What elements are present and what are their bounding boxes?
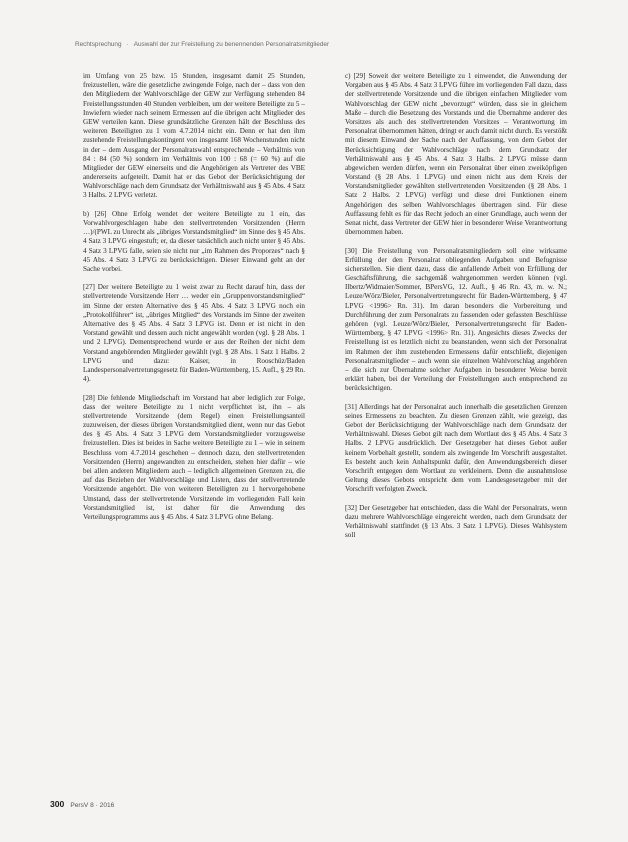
header-section: Rechtsprechung [75,41,122,48]
paragraph: [30] Die Freistellung von Personalratsmitgliedern soll eine wirksame Erfüllung der den Personalrat obliegenden Aufgaben und Befugnisse sicherstellen. Sie dient dazu, dass die anfallende Arbeit von Erfüllung der Geschäftsführung, die sachgemäß wahrgenommen werden können (vgl. Ilbertz/Widmaier/Sommer, BPersVG, 12. Aufl., § 46 Rn. 43, m. w. N.; Leuze/Wörz/Bieler, Personalvertretungsrecht für Baden-Württemberg, § 47 LPVG <1996> Rn. 31). Im daran besonders die Vorbereitung und Durchführung der zum Personalrats zu fassenden oder gefassten Beschlüsse gehören (vgl. Leuze/Wörz/Bieler, Personalvertretungsrecht für Baden-Württemberg, § 47 LPVG <1996> Rn. 31). Angesichts dieses Zwecks der Freistellung ist es letztlich nicht zu beanstanden, wenn sich der Personalrat im Rahmen der ihm zustehenden Ermessens dafür entschließt, diejenigen Personalratsmitglieder – auch wenn sie einzelnen Wahlvorschlag angehören – die sich zur Übernahme solcher Aufgaben in besonderer Weise bereit erklärt haben, bei der Verteilung der Freistellungen auch entsprechend zu berücksichtigen. [345,246,567,393]
paragraph: [32] Der Gesetzgeber hat entschieden, dass die Wahl der Personalrats, wenn dazu mehrere Wahlvorschläge eingereicht werden, nach dem Grundsatz der Verhältniswahl stattfindet (§ 13 Abs. 3 Satz 1 LPVG). Dieses Wahlsystem soll [345,503,567,540]
paragraph: c) [29] Soweit der weitere Beteiligte zu 1 einwendet, die Anwendung der Vorgaben aus § 45 Abs. 4 Satz 3 LPVG führe im vorliegenden Fall dazu, dass der stellvertretende Vorsitzende und die übrigen einfachen Mitglieder vom Wahlvorschlag der GEW nicht „bevorzugt“ würden, dass sie in gleichem Maße – durch die Besetzung des Vorstands und die Übernahme anderer des Vorsitzes als auch des stellvertretenden Vorsitzes – Verantwortung im Personalrat übernommen hätten, dringt er auch damit nicht durch. Es verstößt mit diesem Einwand der Sache nach der Auffassung, von dem Gebot der Berücksichtigung der Wahlvorschläge nach dem Grundsatz der Verhältniswahl aus § 45 Abs. 4 Satz 3 Halbs. 2 LPVG müsse dann abgewichen werden dürfen, wenn ein Personalrat über einen zweiköpfigen Vorstand (§ 28 Abs. 1 LPVG) und einen nicht aus dem Kreis der Vorstandsmitglieder gewählten stellvertretenden Vorsitzenden (§ 28 Abs. 1 Satz 2 Halbs. 2 LPVG) verfügt und diese drei Funktionen einem Angehörigen des selben Wahlvorschlages übertragen sind. Für diese Auffassung fehlt es für das Recht jedoch an einer Grundlage, auch wenn der Senat nicht, dass Vertreter der GEW hier in besonderer Weise Verantwortung übernommen haben. [345,72,567,237]
header-title: Auswahl der zur Freistellung zu benennenden Personalratsmitglieder [133,41,330,48]
header-separator: · [126,41,129,48]
left-column [83,72,305,842]
journal-issue: PersV 8 · 2016 [70,802,115,809]
paragraph: [27] Der weitere Beteiligte zu 1 weist zwar zu Recht darauf hin, dass der stellvertretende Vorsitzende Herr … weder ein „Gruppenvorstandsmitglied“ im Sinne der ersten Alternative des § 45 Abs. 4 Satz 3 LPVG noch ein „Protokollführer“ ist, „übriges Mitglied“ des Vorstands im Sinne der zweiten Alternative des § 45 Abs. 4 Satz 3 LPVG ist. Denn er ist nicht in den Vorstand gewählt und dessen auch nicht angewählt worden (vgl. § 28 Abs. 1 und 2 LPVG). Dementsprechend wurde er aus der Reihen der nicht dem Vorstand angehörenden Mitglieder gewählt (vgl. § 28 Abs. 1 Satz 1 Halbs. 2 LPVG und dazu: Kaiser, in Rooschüz/Baden Landespersonalvertretungsgesetz für Baden-Württemberg, 15. Aufl., § 29 Rn. 4). [83,283,305,384]
page-footer [50,794,114,812]
paragraph: [31] Allerdings hat der Personalrat auch innerhalb die gesetzlichen Grenzen seines Ermessens zu beachten. Zu diesen Grenzen zählt, wie gezeigt, das Gebot der Berücksichtigung der Wahlvorschläge nach dem Grundsatz der Verhältniswahl. Dieses Gebot gilt nach dem Wortlaut des § 45 Abs. 4 Satz 3 Halbs. 2 LPVG ausdrücklich. Der Gesetzgeber hat dieses Gebot außer keinem Vorbehalt gestellt, sondern als zwingende Im Vorschrift ausgestaltet. Es besteht auch kein Anhaltspunkt dafür, den Anwendungsbereich dieser Vorschrift entgegen dem Wortlaut zu verkleinern. Denn die ausnahmslose Geltung dieses Gebots entspricht dem vom Landesgesetzgeber mit der Vorschrift verfolgten Zweck. [345,402,567,494]
right-column [345,72,567,842]
paragraph: b) [26] Ohne Erfolg wendet der weitere Beteiligte zu 1 ein, das Vorwahlvorgeschlagen habe den stellvertretenden Vorsitzenden (Herrn …)/(PWL zu Unrecht als „übriges Vorstandsmitglied“ im Sinne des § 45 Abs. 4 Satz 3 LPVG eingestuft; er, da dieser tatsächlich auch nicht unter § 45 Abs. 4 Satz 3 LPVG falle, seien sie nicht nur „im Rahmen des Proporzes“ nach § 45 Abs. 4 Satz 3 LPVG zu berücksichtigen. Dieser Einwand geht an der Sache vorbei. [83,209,305,273]
paragraph: [28] Die fehlende Mitgliedschaft im Vorstand hat aber lediglich zur Folge, dass der weitere Beteiligte zu 1 nicht verpflichtet ist, ihn – als stellvertretende Vorsitzende (dem Regel) einen Freistellungsanteil zuzuweisen, der dieses übrigen Vorstandsmitglied dient, wenn nur das Gebot des § 45 Abs. 4 Satz 3 LPVG dem Vorstandsmitglieder vorzugsweise freizustellen. Dies ist beides in Sache weitere Beteiligte zu 1 – wie in seinem Beschluss vom 4.7.2014 geschehen – dennoch dazu, den stellvertretenden Vorsitzenden (Herrn) angewandten zu entscheiden, stehen hier dafür – wie bei allen anderen Mitgliedern auch – lediglich allgemeinen Grenzen zu, die auf das Beziehen der Wahlvorschläge und Listen, dass der stellvertretende Vorsitzende angehört. Die von weiteren Beteiligten zu 1 hervorgehobene Umstand, dass der stellvertretende Vorsitzende im vorliegenden Fall kein Vorstandsmitglied ist, ist daher für die Anwendung des Verteilungsprogramms aus § 45 Abs. 4 Satz 3 LPVG ohne Belang. [83,393,305,521]
page-number: 300 [50,799,65,809]
running-header [75,41,575,48]
paragraph: im Umfang von 25 bzw. 15 Stunden, insgesamt damit 25 Stunden, freizustellen, wäre die gesetzliche zwingende Folge, nach der – dass von den den Mitgliedern der Wahlvorschläge der GEW zur Verfügung stehenden 84 Freistellungsstunden 40 Stunden verbleiben, um der weitere Beteiligte zu 5 – Inwiefern wieder nach seinem Ermessen auf die übrigen acht Mitglieder des GEW verteilen kann. Diese grundsätzliche Grenzen hält der Beschluss des weiteren Beteiligten zu 1 vom 4.7.2014 nicht ein. Denn er hat den ihm zustehende Freistellungskontingent von insgesamt 168 Wochenstunden nicht in der – dem Ausgang der Personalratswahl entsprechende – Verhältnis von 84 : 84 (50 %) sondern im Verhältnis von 100 : 68 (= 60 %) auf die Mitglieder der GEW einerseits und die Angehörigen als Vertreter des VBE andererseits aufgeteilt. Damit hat er das Gebot der Berücksichtigung der Wahlvorschläge nach dem Grundsatz der Verhältniswahl aus § 45 Abs. 4 Satz 3 Halbs. 2 LPVG verletzt. [83,72,305,200]
